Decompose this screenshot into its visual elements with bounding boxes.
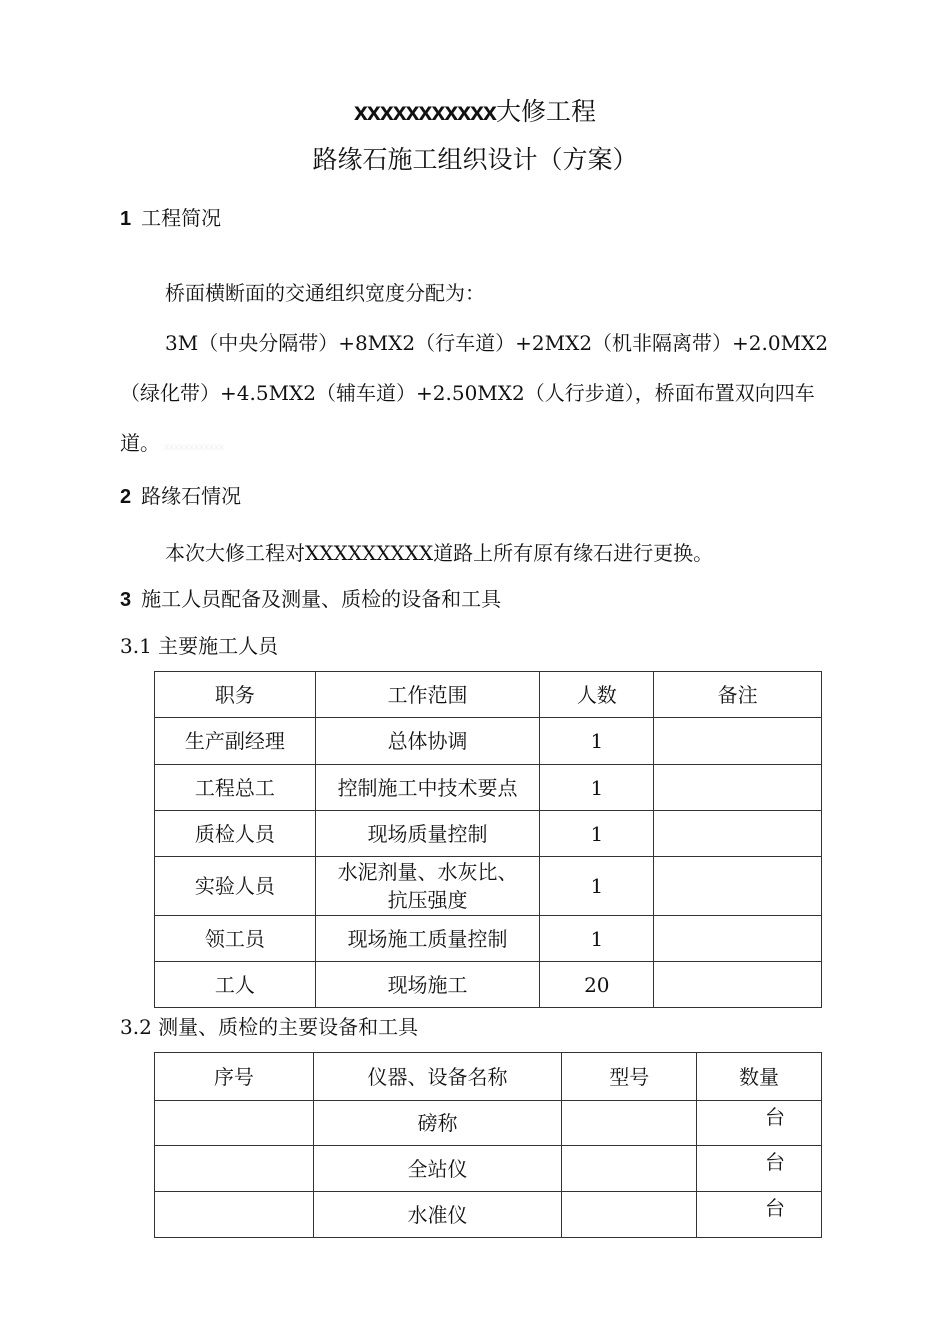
table-row — [155, 718, 822, 765]
count-cell: 20 — [540, 962, 654, 1008]
section-number: 3 — [120, 589, 132, 611]
table-row — [155, 1101, 822, 1146]
role-cell: 实验人员 — [155, 857, 316, 916]
title-mark: xxxxxxxxxxx — [354, 98, 496, 126]
role-cell: 生产副经理 — [155, 718, 316, 765]
section-title: 路缘石情况 — [141, 484, 242, 508]
role-cell: 领工员 — [155, 916, 316, 962]
quantity-cell: 台 — [697, 1101, 822, 1146]
table-row — [155, 916, 822, 962]
scope-cell — [315, 857, 540, 916]
paragraph-line-3 — [120, 427, 224, 456]
section-3-heading — [120, 583, 501, 612]
section-number: 2 — [120, 486, 132, 508]
quantity-cell: 台 — [697, 1146, 822, 1192]
table-header-row — [155, 672, 822, 718]
header-cell: 职务 — [155, 672, 316, 718]
staff-table — [154, 671, 822, 1008]
header-cell: 型号 — [562, 1053, 697, 1101]
section-2-paragraph: 本次大修工程对XXXXXXXXX道路上所有原有缘石进行更换。 — [165, 541, 714, 565]
section-title: 施工人员配备及测量、质检的设备和工具 — [141, 587, 502, 611]
count-cell: 1 — [540, 916, 654, 962]
scope-cell: 现场质量控制 — [315, 811, 540, 857]
document-subtitle: 路缘石施工组织设计（方案） — [312, 145, 638, 174]
subsection-3-2-heading: 3.2 测量、质检的主要设备和工具 — [120, 1015, 419, 1039]
model-cell — [562, 1192, 697, 1238]
note-cell — [654, 962, 822, 1008]
scope-line: 抗压强度 — [387, 888, 468, 912]
section-title: 工程简况 — [141, 206, 222, 230]
equipment-table — [154, 1052, 822, 1238]
document-title — [0, 92, 950, 128]
table-row — [155, 765, 822, 811]
header-cell: 工作范围 — [315, 672, 540, 718]
paragraph-line-1: 3M（中央分隔带）+8MX2（行车道）+2MX2（机非隔离带）+2.0MX2 — [165, 331, 829, 355]
table-row — [155, 811, 822, 857]
scope-line: 水泥剂量、水灰比、 — [337, 860, 518, 884]
note-cell — [654, 765, 822, 811]
count-cell: 1 — [540, 765, 654, 811]
table-row — [155, 962, 822, 1008]
faint-watermark: xxxxxxxxxxxx — [164, 442, 224, 453]
role-cell: 工程总工 — [155, 765, 316, 811]
name-cell: 水准仪 — [313, 1192, 562, 1238]
number-cell — [155, 1192, 314, 1238]
table-row — [155, 1146, 822, 1192]
role-cell: 工人 — [155, 962, 316, 1008]
paragraph-line-2: （绿化带）+4.5MX2（辅车道）+2.50MX2（人行步道），桥面布置双向四车 — [120, 381, 815, 405]
note-cell — [654, 718, 822, 765]
title-text: 大修工程 — [495, 97, 596, 126]
note-cell — [654, 916, 822, 962]
table-row — [155, 1192, 822, 1238]
scope-cell: 总体协调 — [315, 718, 540, 765]
count-cell: 1 — [540, 718, 654, 765]
section-2-heading — [120, 480, 241, 509]
name-cell: 全站仪 — [313, 1146, 562, 1192]
scope-cell: 现场施工质量控制 — [315, 916, 540, 962]
paragraph-line-3-text: 道。 — [120, 431, 160, 455]
note-cell — [654, 857, 822, 916]
scope-cell: 现场施工 — [315, 962, 540, 1008]
number-cell — [155, 1101, 314, 1146]
header-cell: 人数 — [540, 672, 654, 718]
quantity-cell: 台 — [697, 1192, 822, 1238]
model-cell — [562, 1146, 697, 1192]
count-cell: 1 — [540, 811, 654, 857]
table-row — [155, 857, 822, 916]
number-cell — [155, 1146, 314, 1192]
header-cell: 备注 — [654, 672, 822, 718]
name-cell: 磅称 — [313, 1101, 562, 1146]
header-cell: 仪器、设备名称 — [313, 1053, 562, 1101]
paragraph-intro: 桥面横断面的交通组织宽度分配为： — [165, 281, 485, 305]
role-cell: 质检人员 — [155, 811, 316, 857]
section-1-heading — [120, 202, 221, 231]
scope-cell: 控制施工中技术要点 — [315, 765, 540, 811]
header-cell: 序号 — [155, 1053, 314, 1101]
header-cell: 数量 — [697, 1053, 822, 1101]
section-number: 1 — [120, 208, 132, 230]
count-cell: 1 — [540, 857, 654, 916]
table-header-row — [155, 1053, 822, 1101]
model-cell — [562, 1101, 697, 1146]
subsection-3-1-heading: 3.1 主要施工人员 — [120, 634, 279, 658]
note-cell — [654, 811, 822, 857]
